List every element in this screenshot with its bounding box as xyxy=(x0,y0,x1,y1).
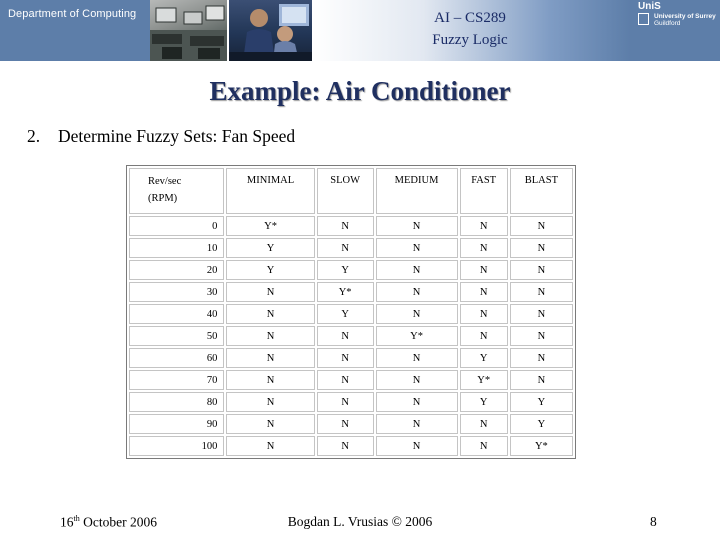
table-cell: Y xyxy=(226,238,314,258)
table-cell: N xyxy=(317,436,374,456)
table-cell: N xyxy=(460,260,508,280)
lab-photo-illustration xyxy=(150,0,227,61)
rpm-header-line1: Rev/sec xyxy=(148,176,182,187)
table-cell: N xyxy=(226,326,314,346)
table-cell: N xyxy=(510,216,573,236)
table-cell: N xyxy=(226,304,314,324)
table-cell: N xyxy=(376,348,458,368)
rpm-cell: 90 xyxy=(129,414,224,434)
university-logo-brand: UniS xyxy=(638,1,661,12)
fuzzy-set-table xyxy=(126,165,576,459)
page-number: 8 xyxy=(650,514,657,529)
table-cell: N xyxy=(376,216,458,236)
table-cell: N xyxy=(460,304,508,324)
university-crest-icon xyxy=(638,13,649,25)
table-cell: N xyxy=(460,216,508,236)
table-cell: N xyxy=(376,436,458,456)
footer-date-day: 16 xyxy=(60,514,74,530)
rpm-cell: 60 xyxy=(129,348,224,368)
bullet-point xyxy=(27,126,295,147)
table-row xyxy=(129,216,573,236)
table-cell: Y xyxy=(317,304,374,324)
table-cell: N xyxy=(460,282,508,302)
column-header-medium: MEDIUM xyxy=(376,168,458,214)
table-row xyxy=(129,370,573,390)
table-cell: N xyxy=(317,348,374,368)
table-cell: N xyxy=(460,414,508,434)
table-row xyxy=(129,282,573,302)
table-cell: N xyxy=(376,370,458,390)
table-cell: Y xyxy=(226,260,314,280)
lab-photo xyxy=(150,0,227,61)
rpm-cell: 70 xyxy=(129,370,224,390)
table-cell: N xyxy=(376,304,458,324)
table-cell: N xyxy=(226,348,314,368)
rpm-cell: 0 xyxy=(129,216,224,236)
table-cell: N xyxy=(226,282,314,302)
rpm-cell: 40 xyxy=(129,304,224,324)
table-cell: N xyxy=(226,370,314,390)
table-cell: N xyxy=(510,238,573,258)
table-cell: Y xyxy=(460,392,508,412)
course-code: AI – CS289 xyxy=(434,10,506,26)
table-cell: N xyxy=(376,260,458,280)
table-cell: N xyxy=(317,414,374,434)
table-row xyxy=(129,260,573,280)
department-name: Department of Computing xyxy=(8,8,137,20)
table-cell: Y xyxy=(317,260,374,280)
table-header-row xyxy=(129,168,573,214)
table-row xyxy=(129,414,573,434)
students-photo-illustration xyxy=(229,0,312,61)
table-cell: N xyxy=(510,260,573,280)
table-cell: N xyxy=(226,392,314,412)
rpm-cell: 80 xyxy=(129,392,224,412)
table-cell: N xyxy=(317,326,374,346)
rpm-header-line2: (RPM) xyxy=(148,193,178,204)
table-cell: N xyxy=(460,436,508,456)
department-banner xyxy=(0,0,150,61)
slide-header xyxy=(0,0,720,61)
table-cell: N xyxy=(510,326,573,346)
rpm-cell: 10 xyxy=(129,238,224,258)
table-cell: Y* xyxy=(510,436,573,456)
rpm-cell: 100 xyxy=(129,436,224,456)
table-cell: N xyxy=(317,238,374,258)
university-location: Guildford xyxy=(654,20,681,27)
table-cell: Y xyxy=(510,392,573,412)
table-cell: N xyxy=(317,392,374,412)
table-row xyxy=(129,436,573,456)
table-cell: N xyxy=(317,216,374,236)
table-cell: N xyxy=(510,304,573,324)
table-cell: N xyxy=(376,392,458,412)
table-cell: Y xyxy=(510,414,573,434)
table-row xyxy=(129,392,573,412)
table-row xyxy=(129,348,573,368)
table-cell: Y xyxy=(460,348,508,368)
footer-date-rest: October 2006 xyxy=(79,514,157,530)
rpm-cell: 20 xyxy=(129,260,224,280)
column-header-slow: SLOW xyxy=(317,168,374,214)
rpm-column-header xyxy=(129,168,224,214)
bullet-text: Determine Fuzzy Sets: Fan Speed xyxy=(58,126,296,146)
table-cell: N xyxy=(460,326,508,346)
table-row xyxy=(129,326,573,346)
table-row xyxy=(129,304,573,324)
table-cell: Y* xyxy=(317,282,374,302)
table-cell: Y* xyxy=(376,326,458,346)
table-cell: Y* xyxy=(460,370,508,390)
table-cell: Y* xyxy=(226,216,314,236)
footer-author: Bogdan L. Vrusias © 2006 xyxy=(287,514,433,529)
table-cell: N xyxy=(460,238,508,258)
table-cell: N xyxy=(226,414,314,434)
rpm-cell: 50 xyxy=(129,326,224,346)
table-cell: N xyxy=(226,436,314,456)
column-header-blast: BLAST xyxy=(510,168,573,214)
column-header-fast: FAST xyxy=(460,168,508,214)
table-cell: N xyxy=(376,238,458,258)
course-subject: Fuzzy Logic xyxy=(432,32,508,48)
table-cell: N xyxy=(510,370,573,390)
slide-title: Example: Air Conditioner xyxy=(209,76,511,106)
footer-date-suffix: th xyxy=(73,514,80,523)
table-cell: N xyxy=(376,414,458,434)
table-cell: N xyxy=(376,282,458,302)
table-cell: N xyxy=(510,348,573,368)
column-header-minimal: MINIMAL xyxy=(226,168,314,214)
rpm-cell: 30 xyxy=(129,282,224,302)
table-cell: N xyxy=(317,370,374,390)
bullet-number: 2. xyxy=(27,126,41,146)
students-photo xyxy=(229,0,312,61)
table-row xyxy=(129,238,573,258)
university-name: University of Surrey xyxy=(654,13,716,20)
table-cell: N xyxy=(510,282,573,302)
